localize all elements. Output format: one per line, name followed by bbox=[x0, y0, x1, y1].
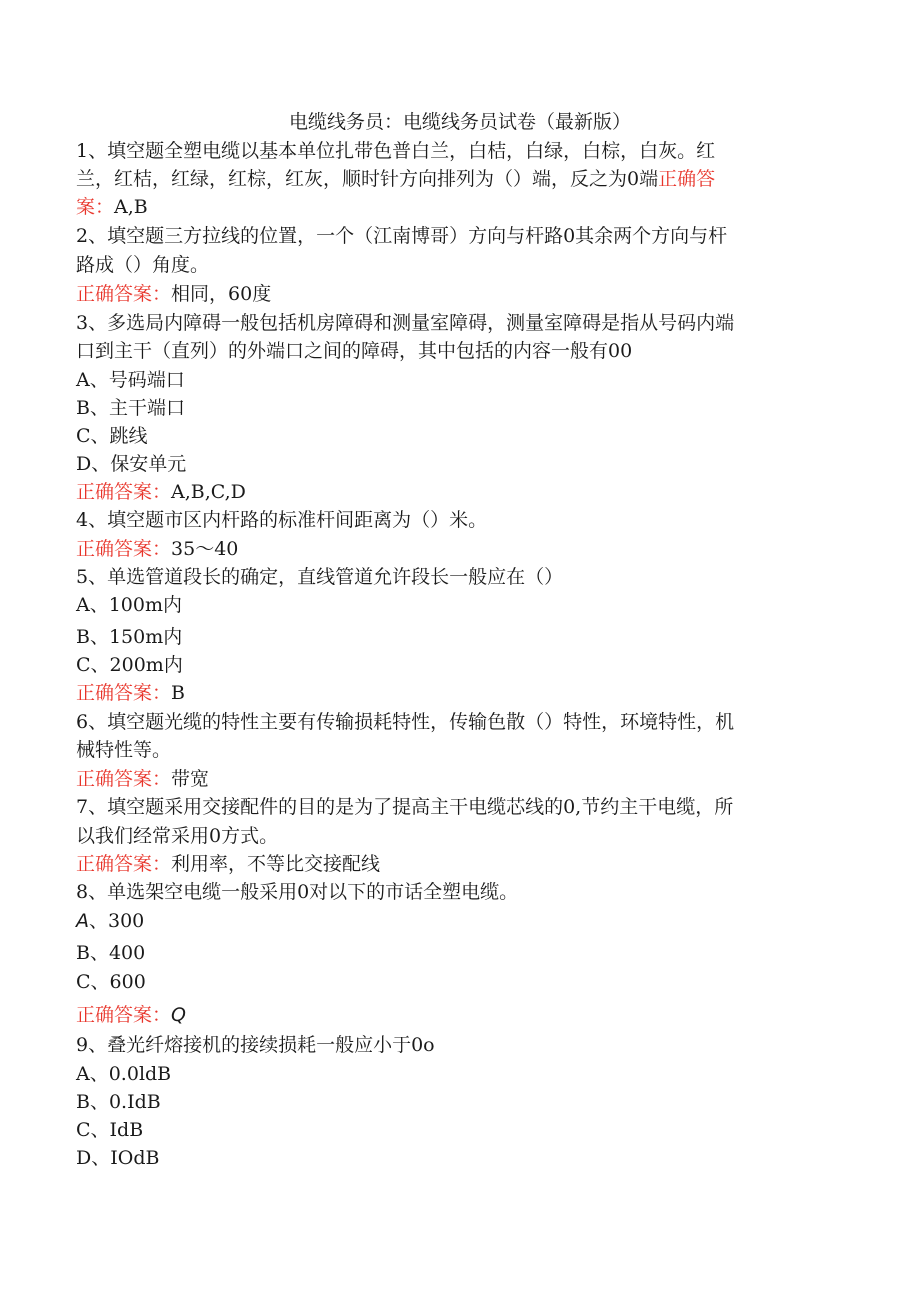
question-6-answer bbox=[76, 768, 846, 790]
question-2-text-line-1: 2、填空题三方拉线的位置，一个（江南博哥）方向与杆路0其余两个方向与杆 bbox=[76, 225, 728, 247]
answer-label-part-2: 案： bbox=[76, 196, 115, 218]
question-9-option-c: C、IdB bbox=[76, 1119, 144, 1141]
answer-value: B bbox=[171, 682, 185, 704]
question-5-answer bbox=[76, 682, 846, 704]
question-3-option-b: B、主干端口 bbox=[76, 397, 185, 419]
question-3-text-line-1: 3、多选局内障碍一般包括机房障碍和测量室障碍，测量室障碍是指从号码内端 bbox=[76, 312, 735, 334]
question-3-option-a: A、号码端口 bbox=[76, 369, 185, 391]
question-1-text-line-2 bbox=[76, 168, 846, 190]
question-9-option-b: B、0.IdB bbox=[76, 1091, 161, 1113]
question-2-text-line-2: 路成（）角度。 bbox=[76, 254, 210, 276]
question-6-text-line-2: 械特性等。 bbox=[76, 739, 172, 761]
question-8-option-c: C、600 bbox=[76, 971, 146, 993]
answer-label: 正确答案： bbox=[76, 481, 172, 503]
question-6-text-line-1: 6、填空题光缆的特性主要有传输损耗特性，传输色散（）特性，环境特性，机 bbox=[76, 711, 735, 733]
option-letter: A bbox=[76, 910, 89, 932]
question-1-text-line-2-body: 兰，红桔，红绿，红棕，红灰，顺时针方向排列为（）端，反之为0端 bbox=[76, 168, 659, 190]
question-8-answer bbox=[76, 1004, 846, 1026]
question-4-answer bbox=[76, 538, 846, 560]
question-9-text-line-1: 9、叠光纤熔接机的接续损耗一般应小于0o bbox=[76, 1034, 435, 1056]
answer-value: 带宽 bbox=[171, 768, 210, 790]
answer-label-part-1: 正确答 bbox=[658, 168, 716, 190]
answer-label: 正确答案： bbox=[76, 682, 172, 704]
answer-label: 正确答案： bbox=[76, 853, 172, 875]
question-3-text-line-2: 口到主干（直列）的外端口之间的障碍，其中包括的内容一般有00 bbox=[76, 340, 633, 362]
question-1-text-line-1: 1、填空题全塑电缆以基本单位扎带色普白兰，白桔，白绿，白棕，白灰。红 bbox=[76, 140, 716, 162]
answer-label: 正确答案： bbox=[76, 768, 172, 790]
question-7-answer bbox=[76, 853, 846, 875]
answer-value: 35～40 bbox=[171, 538, 239, 560]
question-8-option-a bbox=[76, 910, 846, 932]
question-9-option-a: A、0.0ldB bbox=[76, 1063, 172, 1085]
question-8-text-line-1: 8、单选架空电缆一般采用0对以下的市话全塑电缆。 bbox=[76, 881, 519, 903]
question-5-option-a: A、100m内 bbox=[76, 594, 183, 616]
question-5-option-b: B、150m内 bbox=[76, 626, 183, 648]
question-3-option-d: D、保安单元 bbox=[76, 453, 187, 475]
question-4-text-line-1: 4、填空题市区内杆路的标准杆间距离为（）米。 bbox=[76, 509, 488, 531]
answer-value: Q bbox=[171, 1004, 186, 1026]
answer-label: 正确答案： bbox=[76, 283, 172, 305]
answer-value: 利用率，不等比交接配线 bbox=[171, 853, 381, 875]
answer-value: A,B bbox=[114, 196, 148, 218]
question-1-answer bbox=[76, 196, 846, 218]
answer-value: A,B,C,D bbox=[171, 481, 246, 503]
answer-label: 正确答案： bbox=[76, 1004, 172, 1026]
question-3-answer bbox=[76, 481, 846, 503]
option-text: 、300 bbox=[89, 910, 145, 932]
question-7-text-line-2: 以我们经常采用0方式。 bbox=[76, 825, 279, 847]
question-3-option-c: C、跳线 bbox=[76, 425, 148, 447]
question-2-answer bbox=[76, 283, 846, 305]
question-8-option-b: B、400 bbox=[76, 942, 146, 964]
answer-label: 正确答案： bbox=[76, 538, 172, 560]
answer-value: 相同，60度 bbox=[171, 283, 272, 305]
page-title: 电缆线务员：电缆线务员试卷（最新版） bbox=[288, 111, 631, 133]
question-5-text-line-1: 5、单选管道段长的确定，直线管道允许段长一般应在（） bbox=[76, 566, 564, 588]
question-7-text-line-1: 7、填空题采用交接配件的目的是为了提高主干电缆芯线的0,节约主干电缆，所 bbox=[76, 796, 734, 818]
question-9-option-d: D、IOdB bbox=[76, 1147, 160, 1169]
question-5-option-c: C、200m内 bbox=[76, 654, 183, 676]
